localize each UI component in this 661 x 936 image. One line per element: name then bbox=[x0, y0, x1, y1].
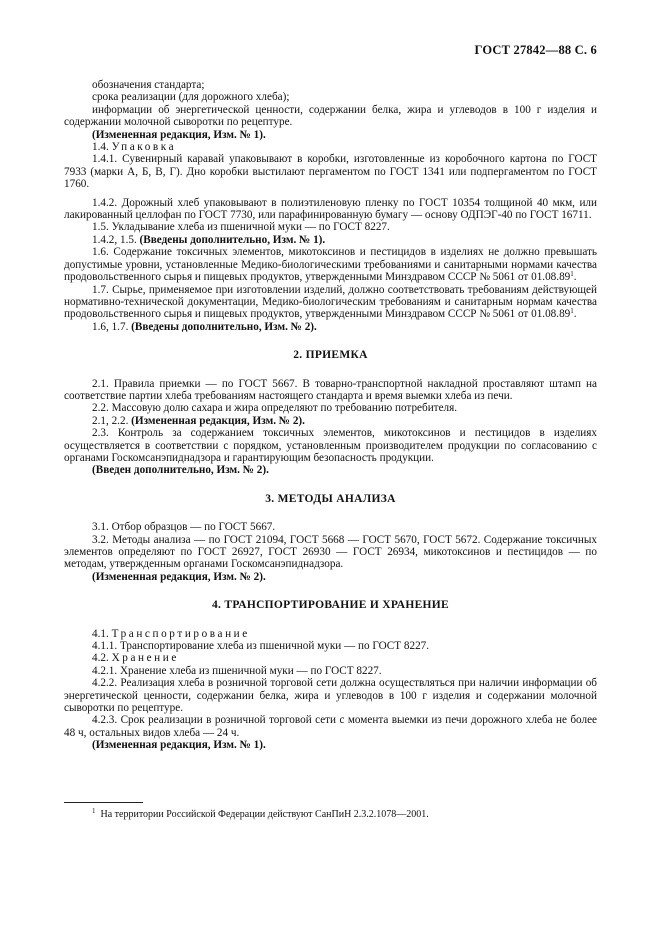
page-header: ГОСТ 27842—88 С. 6 bbox=[474, 43, 597, 57]
paragraph: 4.2.1. Хранение хлеба из пшеничной муки — по ГОСТ 8227. bbox=[92, 664, 382, 677]
paragraph: обозначения стандарта; bbox=[92, 79, 205, 91]
footnote bbox=[92, 809, 429, 821]
paragraph-text: 1.7. Сырье, применяемое при изготовлении изделий, должно соответствовать требованиям действующей нормативно-технической документации, Медико-биологическим требованиям и санитарным нормам качества продовольственного сырья и пищевых продуктов, утвержденными Минздравом СССР № 5061 от 01.08.89 bbox=[64, 283, 597, 321]
amendment-note: (Измененная редакция, Изм. № 2). bbox=[92, 570, 266, 583]
amendment-note bbox=[64, 415, 597, 427]
clause-number: 4.2. bbox=[92, 652, 112, 665]
amendment-note: (Введен дополнительно, Изм. № 2). bbox=[92, 464, 269, 477]
clause-number: 4.1. bbox=[92, 627, 112, 640]
amendment-note: (Измененная редакция, Изм. № 1). bbox=[92, 128, 266, 141]
paragraph: 1.6. Содержание токсичных элементов, микотоксинов и пестицидов в изделиях не должно превышать допустимые уровни, установленные Медико-биологическими требованиями и санитарными нормами качества продовольственного сырья и пищевых продуктов, утвержденными Минздравом СССР № 5061 от 01.08.89$^1$. bbox=[64, 246, 597, 284]
footnote-text: На территории Российской Федерации действуют СанПиН 2.3.2.1078—2001. bbox=[100, 809, 429, 820]
footnote-ref: 1 bbox=[570, 270, 574, 279]
paragraph: 3.1. Отбор образцов — по ГОСТ 5667. bbox=[92, 521, 276, 534]
section-title: 3. МЕТОДЫ АНАЛИЗА bbox=[265, 492, 396, 505]
amendment-text: (Введены дополнительно, Изм. № 1). bbox=[139, 233, 326, 246]
paragraph: 1.7. Сырье, применяемое при изготовлении изделий, должно соответствовать требованиям действующей нормативно-технической документации, Медико-биологическим требованиям и санитарным нормам качества продовольственного сырья и пищевых продуктов, утвержденными Минздравом СССР № 5061 от 01.08.89$^1$. bbox=[64, 283, 597, 321]
paragraph: 2.2. Массовую долю сахара и жира определяют по требованию потребителя. bbox=[92, 402, 458, 415]
clause-title: Хранение bbox=[111, 652, 179, 665]
document-body bbox=[64, 79, 597, 752]
section-title: 2. ПРИЕМКА bbox=[293, 349, 368, 362]
footnote-mark: 1 bbox=[92, 807, 96, 815]
paragraph: информации об энергетической ценности, содержании белка, жира и углеводов в 100 г изделия и содержании молочной сыворотки по рецептуре. bbox=[64, 103, 597, 129]
clause-number: 2.1, 2.2. bbox=[92, 414, 132, 427]
paragraph: 2.3. Контроль за содержанием токсичных элементов, микотоксинов и пестицидов в изделиях осуществляется в соответствии с порядком, установленным производителем продукции по согласованию с органами Госкомсанэпиднадзора и гарантирующим безопасность продукции. bbox=[64, 427, 597, 464]
paragraph: 4.1.1. Транспортирование хлеба из пшеничной муки — по ГОСТ 8227. bbox=[92, 640, 430, 653]
paragraph: 3.2. Методы анализа — по ГОСТ 21094, ГОСТ 5668 — ГОСТ 5670, ГОСТ 5672. Содержание токсичных элементов определяют по ГОСТ 26927, ГОСТ 26930 — ГОСТ 26934, микотоксинов и пестицидов — по методам, утвержденным органами Госкомсанэпиднадзора. bbox=[64, 533, 597, 571]
subsection-heading bbox=[64, 652, 597, 664]
clause-title: Транспортирование bbox=[111, 627, 250, 640]
amendment-text: (Введены дополнительно, Изм. № 2). bbox=[131, 320, 317, 333]
clause-title: Упаковка bbox=[111, 141, 177, 154]
paragraph: 1.4.1. Сувенирный каравай упаковывают в коробки, изготовленные из коробочного картона по ГОСТ 7933 (марки А, Б, В, Г). Дно коробки выстилают пергаментом по ГОСТ 1341 или подпергаментом по ГОСТ 1760. bbox=[64, 153, 597, 191]
amendment-note: (Измененная редакция, Изм. № 1). bbox=[92, 739, 266, 752]
paragraph: 1.4.2. Дорожный хлеб упаковывают в полиэтиленовую пленку по ГОСТ 10354 толщиной 40 мкм, или лакированный целлофан по ГОСТ 7730, или парафинированную бумагу — основу ОДПЭГ-40 по ГОСТ 16711. bbox=[64, 196, 597, 222]
footnote-divider bbox=[64, 802, 143, 803]
section-title: 4. ТРАНСПОРТИРОВАНИЕ И ХРАНЕНИЕ bbox=[212, 599, 449, 612]
paragraph: 1.5. Укладывание хлеба из пшеничной муки — по ГОСТ 8227. bbox=[92, 221, 390, 234]
clause-number: 1.6, 1.7. bbox=[92, 320, 132, 333]
footnote-ref: 1 bbox=[570, 307, 574, 316]
paragraph: 4.2.2. Реализация хлеба в розничной торговой сети должна осуществляться при наличии информации об энергетической ценности, содержании белка, жира и углеводов в 100 г изделия и содержании молочной сыворотки по рецептуре. bbox=[64, 677, 597, 715]
paragraph-text: 1.6. Содержание токсичных элементов, микотоксинов и пестицидов в изделиях не должно превышать допустимые уровни, установленные Медико-биологическими требованиями и санитарными нормами качества продовольственного сырья и пищевых продуктов, утвержденными Минздравом СССР № 5061 от 01.08.89 bbox=[64, 246, 597, 284]
amendment-text: (Измененная редакция, Изм. № 2). bbox=[131, 414, 305, 427]
clause-number: 1.4. bbox=[92, 141, 112, 154]
paragraph: срока реализации (для дорожного хлеба); bbox=[92, 91, 290, 104]
paragraph: 2.1. Правила приемки — по ГОСТ 5667. В товарно-транспортной накладной проставляют штамп на соответствие партии хлеба требованиям настоящего стандарта и время выемки хлеба из печи. bbox=[64, 377, 597, 402]
subsection-heading bbox=[64, 628, 597, 640]
clause-number: 1.4.2, 1.5. bbox=[92, 233, 140, 246]
subsection-heading bbox=[64, 141, 597, 153]
amendment-note bbox=[64, 321, 597, 333]
paragraph: 4.2.3. Срок реализации в розничной торговой сети с момента выемки из печи дорожного хлеба не более 48 ч, остальных видов хлеба — 24 ч. bbox=[64, 714, 597, 739]
amendment-note bbox=[64, 234, 597, 246]
